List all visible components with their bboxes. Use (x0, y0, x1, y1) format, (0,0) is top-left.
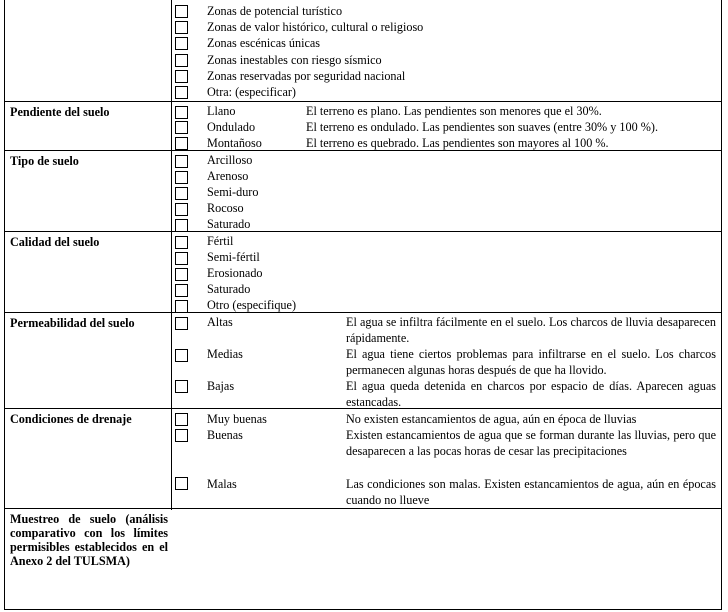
option-label: Zonas de valor histórico, cultural o religioso (207, 20, 424, 34)
column-divider (171, 151, 172, 233)
checkbox[interactable] (175, 121, 188, 134)
option-label: Saturado (207, 282, 251, 296)
column-divider (4, 409, 5, 510)
option-label: Semi-duro (207, 185, 259, 199)
checkbox[interactable] (175, 106, 188, 119)
checkbox[interactable] (175, 171, 188, 184)
option-label: Bajas (207, 379, 235, 393)
land-use-section (4, 0, 722, 102)
option-description: El terreno es ondulado. Las pendientes son suaves (entre 30% y 100 %). (306, 120, 658, 134)
option-label: Arenoso (207, 169, 249, 183)
soil-quality-section (4, 231, 722, 314)
checkbox[interactable] (175, 429, 188, 442)
checkbox[interactable] (175, 477, 188, 490)
column-divider (171, 0, 172, 102)
checkbox[interactable] (175, 268, 188, 281)
option-label: Muy buenas (207, 412, 267, 426)
option-label: Erosionado (207, 266, 263, 280)
option-label: Otra: (especificar) (207, 85, 296, 99)
checkbox[interactable] (175, 317, 188, 330)
column-divider (721, 102, 722, 152)
column-divider (721, 0, 722, 102)
checkbox[interactable] (175, 236, 188, 249)
column-divider (171, 509, 172, 510)
section-label: Calidad del suelo (10, 235, 100, 249)
column-divider (721, 232, 722, 314)
option-label: Altas (207, 315, 233, 329)
option-label: Llano (207, 104, 236, 118)
option-label: Zonas inestables con riesgo sísmico (207, 53, 382, 67)
column-divider (4, 151, 5, 233)
column-divider (171, 232, 172, 314)
checkbox[interactable] (175, 380, 188, 393)
column-divider (4, 509, 5, 609)
option-description: El agua se infiltra fácilmente en el suelo. Los charcos de lluvia desaparecen rápidamente. (346, 315, 716, 345)
checkbox[interactable] (175, 413, 188, 426)
column-divider (721, 509, 722, 609)
option-label: Medias (207, 347, 243, 361)
option-label: Arcilloso (207, 153, 253, 167)
option-label: Zonas escénicas únicas (207, 36, 321, 50)
option-label: Saturado (207, 217, 251, 231)
checkbox[interactable] (175, 155, 188, 168)
checkbox[interactable] (175, 70, 188, 83)
option-description: Las condiciones son malas. Existen estancamientos de agua, aún en épocas cuando no llueve (346, 477, 716, 507)
option-label: Rocoso (207, 201, 244, 215)
checkbox[interactable] (175, 349, 188, 362)
column-divider (4, 0, 5, 102)
section-label: Muestreo de suelo (análisis comparativo con los límites permisibles establecidos en el Anexo 2 del TULSMA) (10, 512, 168, 568)
option-description: El agua tiene ciertos problemas para infiltrarse en el suelo. Los charcos permanecen algunas horas después de que ha llovido. (346, 347, 716, 377)
soil-sampling-section (4, 508, 722, 610)
column-divider (4, 102, 5, 152)
checkbox[interactable] (175, 284, 188, 297)
checkbox[interactable] (175, 54, 188, 67)
slope-section (4, 101, 722, 152)
option-label: Malas (207, 477, 237, 491)
column-divider (171, 409, 172, 510)
option-label: Montañoso (207, 136, 262, 150)
option-label: Buenas (207, 428, 243, 442)
checkbox[interactable] (175, 5, 188, 18)
section-label: Permeabilidad del suelo (10, 316, 135, 330)
column-divider (171, 102, 172, 152)
checkbox[interactable] (175, 252, 188, 265)
soil-assessment-form (4, 0, 722, 609)
option-label: Ondulado (207, 120, 256, 134)
column-divider (171, 313, 172, 410)
option-description: El terreno es quebrado. Las pendientes son mayores al 100 %. (306, 136, 609, 150)
option-label: Fértil (207, 234, 234, 248)
column-divider (721, 313, 722, 410)
soil-type-section (4, 150, 722, 233)
option-label: Zonas de potencial turístico (207, 4, 343, 18)
section-label: Tipo de suelo (10, 154, 79, 168)
checkbox[interactable] (175, 187, 188, 200)
option-label: Semi-fértil (207, 250, 260, 264)
checkbox[interactable] (175, 203, 188, 216)
checkbox[interactable] (175, 86, 188, 99)
option-description: No existen estancamientos de agua, aún en época de lluvias (346, 412, 637, 426)
section-label: Condiciones de drenaje (10, 412, 132, 426)
checkbox[interactable] (175, 37, 188, 50)
column-divider (4, 313, 5, 410)
column-divider (721, 151, 722, 233)
column-divider (4, 232, 5, 314)
option-description: El agua queda detenida en charcos por espacio de días. Aparecen aguas estancadas. (346, 379, 716, 409)
option-description: Existen estancamientos de agua que se forman durante las lluvias, pero que desaparecen a las pocas horas de cesar las precipitaciones (346, 428, 716, 458)
checkbox[interactable] (175, 21, 188, 34)
permeability-section (4, 312, 722, 410)
option-label: Zonas reservadas por seguridad nacional (207, 69, 406, 83)
checkbox[interactable] (175, 137, 188, 150)
column-divider (721, 409, 722, 510)
section-label: Pendiente del suelo (10, 105, 110, 119)
option-description: El terreno es plano. Las pendientes son menores que el 30%. (306, 104, 602, 118)
drainage-section (4, 408, 722, 510)
option-label: Otro (especifique) (207, 298, 296, 312)
